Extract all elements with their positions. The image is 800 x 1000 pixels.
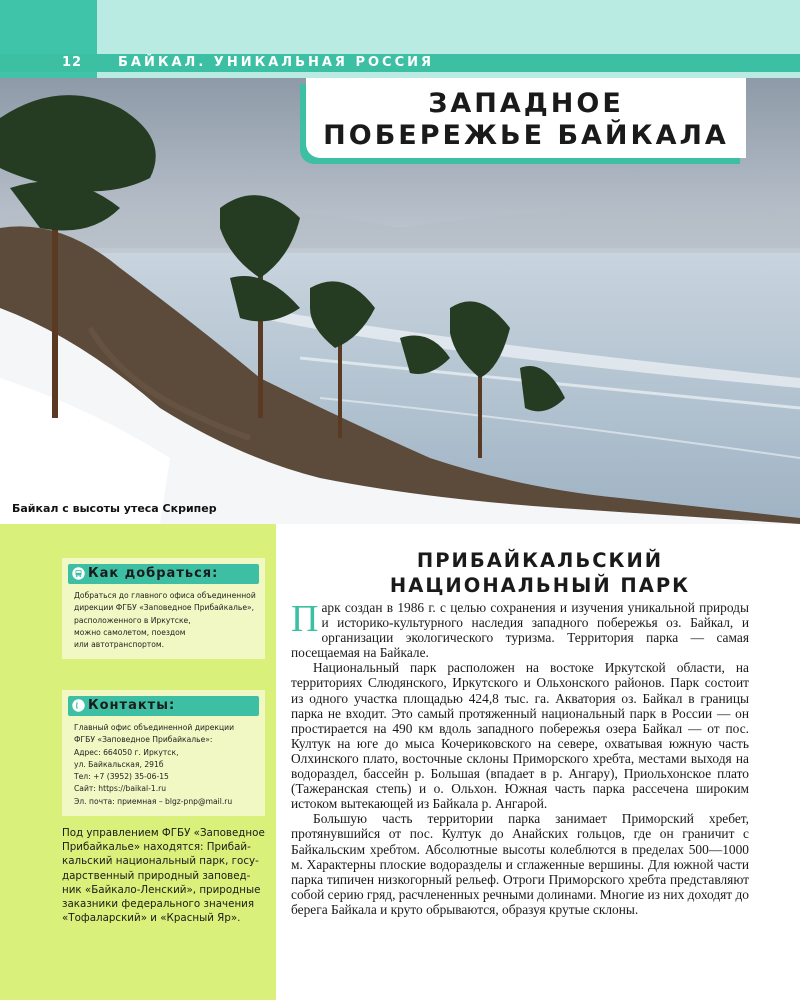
directions-line: дирекции ФГБУ «Заповедное Прибайкалье», [74, 603, 255, 613]
contacts-email[interactable]: Эл. почта: приемная – blgz-pnp@mail.ru [74, 796, 233, 806]
drop-cap: П [291, 598, 319, 640]
directions-line: или автотранспортом. [74, 640, 165, 650]
contacts-line: Главный офис объединенной дирекции [74, 723, 235, 732]
article-title-line-2: НАЦИОНАЛЬНЫЙ ПАРК [389, 574, 691, 597]
directions-line: расположенного в Иркутске, [74, 615, 191, 625]
sidebar-note-line: кальский национальный парк, госу- [62, 855, 259, 868]
article-body [291, 600, 749, 917]
contacts-line: ФГБУ «Заповедное Прибайкалье»: [74, 735, 213, 745]
contacts-heading: Контакты: [88, 698, 176, 713]
contacts-line: Тел: +7 (3952) 35-06-15 [74, 772, 169, 782]
running-head: БАЙКАЛ. УНИКАЛЬНАЯ РОССИЯ [118, 55, 435, 70]
page-number: 12 [62, 55, 83, 70]
contacts-line: Адрес: 664050 г. Иркутск, [74, 747, 179, 757]
sidebar-note-line: заказники федерального значения [62, 898, 255, 911]
directions-line: Добраться до главного офиса объединенной [74, 591, 256, 600]
directions-heading: Как добраться: [88, 566, 219, 581]
sidebar-note-line: «Тофаларский» и «Красный Яр». [62, 912, 241, 925]
photo-caption: Байкал с высоты утеса Скрипер [12, 502, 217, 515]
directions-header [68, 564, 259, 584]
contacts-body [62, 716, 265, 816]
article-paragraph-1-text: арк создан в 1986 г. с целью сохранения и изучения уникальной природы и историко-культурного наследия западного побережья оз. Байкал, и организации экологического туризма. Территория парка — самая посещаемая на Байкале. [291, 600, 749, 661]
page-title-box [306, 78, 746, 158]
sidebar-note-line: ник «Байкало-Ленский», природные [62, 883, 261, 896]
bus-icon [72, 567, 85, 580]
contacts-header [68, 696, 259, 716]
page-title-line-1: ЗАПАДНОЕ [428, 88, 624, 119]
page-title-line-2: ПОБЕРЕЖЬЕ БАЙКАЛА [323, 120, 729, 151]
article-title-line-1: ПРИБАЙКАЛЬСКИЙ [416, 549, 664, 572]
contacts-website[interactable]: Сайт: https://baikal-1.ru [74, 784, 167, 794]
article-paragraph-1 [291, 600, 749, 660]
article-title [290, 548, 790, 598]
contacts-line: ул. Байкальская, 291б [74, 759, 164, 769]
directions-box [62, 558, 265, 659]
article-paragraph-2: Национальный парк расположен на востоке Иркутской области, на территориях Слюдянского, Иркутского и Ольхонского районов. Парк состоит из одного участка площадью 424,8 тыс. га. Акватория оз. Байкал в границы парка не входит. Это самый протяженный национальный парк в России — он простирается на 490 км вдоль западного побережья озера Байкал — от пос. Култук на юге до мыса Кочериковского на севере, охватывая южную часть Олхинского плато, восточные склоны Приморского хребта, местами выходя на водораздел, бассейн р. Большая (впадает в р. Ангару), Приольхонское плато (Тажеранская степь) и о. Ольхон. Южная часть парка рассечена широким истоком вытекающей из Байкала р. Ангарой. [291, 660, 749, 812]
directions-line: можно самолетом, поездом [74, 627, 186, 637]
sidebar-note-line: дарственный природный заповед- [62, 869, 251, 882]
sidebar-note-line: Прибайкалье» находятся: Прибай- [62, 841, 251, 854]
phone-icon [72, 699, 85, 712]
sidebar-note [62, 826, 270, 925]
directions-body [62, 584, 265, 659]
sidebar-note-line: Под управлением ФГБУ «Заповедное [62, 827, 265, 839]
article-paragraph-3: Большую часть территории парка занимает Приморский хребет, протянувшийся от пос. Култук до Анайских гольцов, где он граничит с Байкальским хребтом. Абсолютные высоты колеблются в пределах 500—1000 м. Характерны плоские водоразделы и сглаженные вершины. Для южной части парка типичен низкогорный рельеф. Отроги Приморского хребта представляют собой серию гряд, расчлененных речными долинами. Многие из них доходят до берега Байкала и круто обрываются, образуя крутые склоны. [291, 811, 749, 917]
contacts-box [62, 690, 265, 816]
